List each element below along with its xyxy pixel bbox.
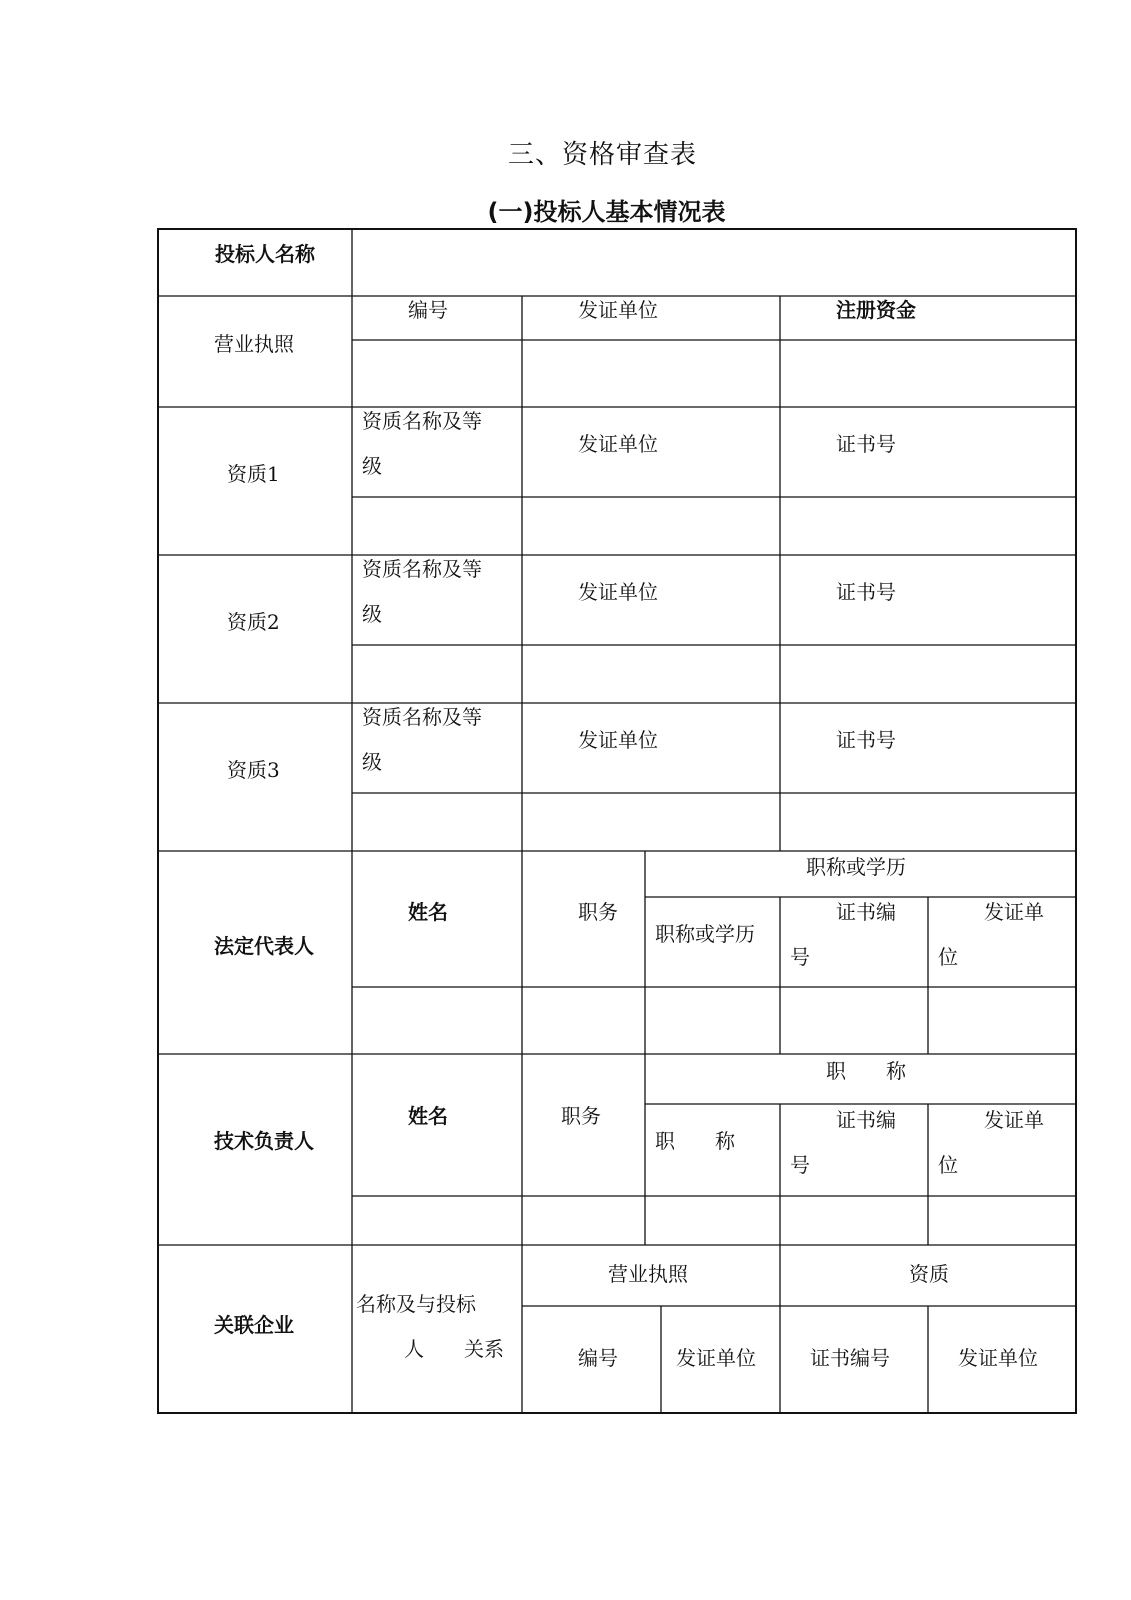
tech-lead-title-group-header: 职 称 [826,1059,906,1083]
qualification-1-cert-no: 证书号 [836,432,896,456]
affiliates-qualification-header: 资质 [909,1262,949,1286]
affiliates-label: 关联企业 [214,1313,294,1337]
legal-rep-issuer-header: 发证单 [984,900,1044,924]
qualification-3-label: 资质3 [227,758,280,782]
affiliates-license-number-header: 编号 [578,1346,618,1370]
legal-rep-label: 法定代表人 [214,934,314,958]
qualification-3-name-grade: 资质名称及等 [362,705,482,729]
qualification-2-name-grade: 资质名称及等 [362,557,482,581]
qualification-3-cert-no: 证书号 [836,728,896,752]
legal-rep-cert-no-header: 证书编 [836,900,896,924]
license-label: 营业执照 [214,332,294,356]
affiliates-name-relation: 名称及与投标 [356,1292,476,1316]
qualification-1-issuer: 发证单位 [578,432,658,456]
license-issuer-header: 发证单位 [578,298,658,322]
qualification-2-cert-no: 证书号 [836,580,896,604]
affiliates-license-header: 营业执照 [608,1262,688,1286]
tech-lead-title-header: 职 称 [655,1129,735,1153]
qualification-2-name-grade-cont: 级 [362,602,382,626]
tech-lead-issuer-header: 发证单 [984,1108,1044,1132]
license-capital-header: 注册资金 [836,298,916,322]
qualification-1-name-grade-cont: 级 [362,454,382,478]
document-title: 三、资格审查表 [507,140,697,170]
affiliates-qual-cert-no-header: 证书编号 [810,1346,890,1370]
document-subtitle: (一)投标人基本情况表 [487,198,726,226]
legal-rep-title-header: 职称或学历 [655,922,755,946]
qualification-3-issuer: 发证单位 [578,728,658,752]
legal-rep-position-header: 职务 [578,900,618,924]
tech-lead-cert-no-header-cont: 号 [790,1153,810,1177]
qualification-1-label: 资质1 [227,462,280,486]
affiliates-license-issuer-header: 发证单位 [676,1346,756,1370]
tech-lead-issuer-header-cont: 位 [938,1153,958,1177]
qualification-2-issuer: 发证单位 [578,580,658,604]
bidder-name-label: 投标人名称 [215,242,315,266]
tech-lead-position-header: 职务 [561,1104,601,1128]
legal-rep-cert-no-header-cont: 号 [790,945,810,969]
tech-lead-label: 技术负责人 [214,1129,314,1153]
legal-rep-name-header: 姓名 [408,900,448,924]
legal-rep-title-group-header: 职称或学历 [806,855,906,879]
affiliates-name-relation-cont: 人 关系 [404,1337,504,1361]
qualification-2-label: 资质2 [227,610,280,634]
tech-lead-name-header: 姓名 [408,1104,448,1128]
qualification-1-name-grade: 资质名称及等 [362,409,482,433]
legal-rep-issuer-header-cont: 位 [938,945,958,969]
license-number-header: 编号 [408,298,448,322]
affiliates-qual-issuer-header: 发证单位 [958,1346,1038,1370]
tech-lead-cert-no-header: 证书编 [836,1108,896,1132]
qualification-3-name-grade-cont: 级 [362,750,382,774]
